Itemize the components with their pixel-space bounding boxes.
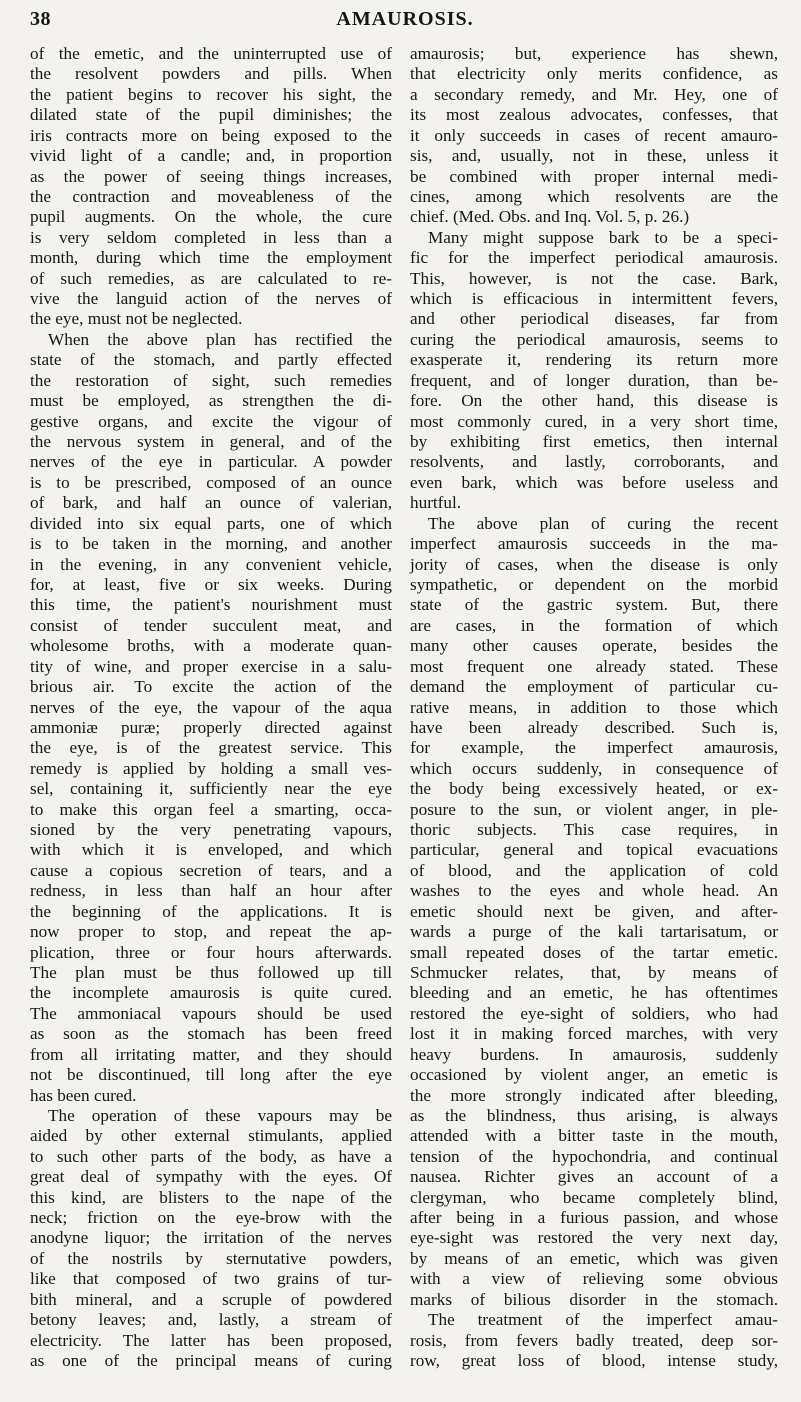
text-line: after being in a furious passion, and whose xyxy=(410,1208,778,1228)
text-line: of bark, and half an ounce of valerian, xyxy=(30,493,392,513)
text-line: fic for the imperfect periodical amaurosis. xyxy=(410,248,778,268)
text-line: nerves of the eye in particular. A powder xyxy=(30,452,392,472)
text-line: tity of wine, and proper exercise in a salu- xyxy=(30,656,392,676)
text-line: by means of an emetic, which was given xyxy=(410,1248,778,1268)
text-line: for example, the imperfect amaurosis, xyxy=(410,738,778,758)
text-line: the more strongly indicated after bleeding, xyxy=(410,1085,778,1105)
text-line: has been cured. xyxy=(30,1085,137,1105)
text-line: most frequent one already stated. These xyxy=(410,656,778,676)
text-line: remedy is applied by holding a small ves- xyxy=(30,758,392,778)
text-line: brious air. To excite the action of the xyxy=(30,677,392,697)
text-line: sympathetic, or dependent on the morbid xyxy=(410,574,778,594)
text-line: wards a purge of the kali tartarisatum, or xyxy=(410,922,778,942)
text-line: neck; friction on the eye-brow with the xyxy=(30,1208,392,1228)
text-line: sis, and, usually, not in these, unless it xyxy=(410,146,778,166)
text-line: vive the languid action of the nerves of xyxy=(30,289,392,309)
text-line: The treatment of the imperfect amau- xyxy=(428,1310,778,1330)
text-line: eye-sight was restored the very next day, xyxy=(410,1228,778,1248)
text-line: of blood, and the application of cold xyxy=(410,860,778,880)
text-line: of the emetic, and the uninterrupted use of xyxy=(30,44,392,63)
text-line: the contraction and moveableness of the xyxy=(30,186,392,206)
text-line: as soon as the stomach has been freed xyxy=(30,1024,392,1044)
right-text-column xyxy=(410,44,778,1371)
text-line: are cases, in the formation of which xyxy=(410,615,778,635)
text-line: posure to the sun, or violent anger, in ple- xyxy=(410,799,778,819)
text-line: The plan must be thus followed up till xyxy=(30,962,392,982)
text-line: betony leaves; and, lastly, a stream of xyxy=(30,1310,392,1330)
text-line: aided by other external stimulants, applied xyxy=(30,1126,392,1146)
text-line: must be employed, as strengthen the di- xyxy=(30,391,392,411)
text-line: now proper to stop, and repeat the ap- xyxy=(30,922,392,942)
text-line: Many might suppose bark to be a speci- xyxy=(428,227,778,247)
text-line: The ammoniacal vapours should be used xyxy=(30,1003,392,1023)
text-line: with a view of relieving some obvious xyxy=(410,1269,778,1289)
text-line: and other periodical diseases, far from xyxy=(410,309,778,329)
text-line: jority of cases, when the disease is only xyxy=(410,554,778,574)
running-title: AMAUROSIS. xyxy=(336,8,474,30)
text-line: frequent, and of longer duration, than be- xyxy=(410,370,778,390)
text-line: that electricity only merits confidence, as xyxy=(410,64,778,84)
text-line: amaurosis; but, experience has shewn, xyxy=(410,44,778,63)
text-line: the resolvent powders and pills. When xyxy=(30,64,392,84)
text-line: The operation of these vapours may be xyxy=(48,1105,392,1125)
page-number: 38 xyxy=(30,8,51,30)
text-line: bith mineral, and a scruple of powdered xyxy=(30,1289,392,1309)
text-line: tension of the hypochondria, and continual xyxy=(410,1146,778,1166)
text-line: emetic should next be given, and after- xyxy=(410,901,778,921)
text-line: cines, among which resolvents are the xyxy=(410,186,778,206)
text-line: to such other parts of the body, as have a xyxy=(30,1146,392,1166)
text-line: This, however, is not the case. Bark, xyxy=(410,268,778,288)
text-line: nausea. Richter gives an account of a xyxy=(410,1167,778,1187)
text-line: small repeated doses of the tartar emetic. xyxy=(410,942,778,962)
text-line: the nervous system in general, and of the xyxy=(30,432,392,452)
text-line: clergyman, who became completely blind, xyxy=(410,1187,778,1207)
text-line: resolvents, and lastly, corroborants, and xyxy=(410,452,778,472)
text-line: as one of the principal means of curing xyxy=(30,1351,392,1370)
text-line: chief. (Med. Obs. and Inq. Vol. 5, p. 26.) xyxy=(410,207,690,227)
text-line: redness, in less than half an hour after xyxy=(30,881,392,901)
text-line: sioned by the very penetrating vapours, xyxy=(30,820,392,840)
text-line: occasioned by violent anger, an emetic is xyxy=(410,1065,778,1085)
text-line: which occurs suddenly, in consequence of xyxy=(410,758,778,778)
text-line: divided into six equal parts, one of which xyxy=(30,513,392,533)
text-line: gestive organs, and excite the vigour of xyxy=(30,411,392,431)
text-line: like that composed of two grains of tur- xyxy=(30,1269,392,1289)
text-line: state of the stomach, and partly effected xyxy=(30,350,392,370)
text-line: even bark, which was before useless and xyxy=(410,472,778,492)
text-line: its most zealous advocates, confesses, that xyxy=(410,105,778,125)
text-line: heavy burdens. In amaurosis, suddenly xyxy=(410,1044,778,1064)
text-line: great deal of sympathy with the eyes. Of xyxy=(30,1167,392,1187)
text-line: it only succeeds in cases of recent amauro- xyxy=(410,125,778,145)
text-line: particular, general and topical evacuations xyxy=(410,840,778,860)
text-line: marks of bilious disorder in the stomach. xyxy=(410,1289,778,1309)
text-line: row, great loss of blood, intense study, xyxy=(410,1351,778,1370)
text-line: most commonly cured, in a very short time, xyxy=(410,411,778,431)
text-line: exasperate it, rendering its return more xyxy=(410,350,778,370)
text-line: this time, the patient's nourishment must xyxy=(30,595,392,615)
text-line: the body being excessively heated, or ex- xyxy=(410,779,778,799)
text-line: demand the employment of particular cu- xyxy=(410,677,778,697)
text-line: sel, containing it, sufficiently near the eye xyxy=(30,779,392,799)
text-line: electricity. The latter has been proposed, xyxy=(30,1330,392,1350)
text-line: consist of tender succulent meat, and xyxy=(30,615,392,635)
text-line: lost it in making forced marches, with very xyxy=(410,1024,778,1044)
text-line: of the nostrils by sternutative powders, xyxy=(30,1248,392,1268)
text-line: by exhibiting first emetics, then internal xyxy=(410,432,778,452)
text-line: the patient begins to recover his sight, the xyxy=(30,84,392,104)
text-line: with which it is enveloped, and which xyxy=(30,840,392,860)
text-line: state of the gastric system. But, there xyxy=(410,595,778,615)
text-line: nerves of the eye, the vapour of the aqua xyxy=(30,697,392,717)
text-line: is very seldom completed in less than a xyxy=(30,227,392,247)
text-line: is to be prescribed, composed of an ounce xyxy=(30,472,392,492)
text-line: cause a copious secretion of tears, and a xyxy=(30,860,392,880)
text-line: month, during which time the employment xyxy=(30,248,392,268)
text-line: the incomplete amaurosis is quite cured. xyxy=(30,983,392,1003)
text-line: the restoration of sight, such remedies xyxy=(30,370,392,390)
text-line: fore. On the other hand, this disease is xyxy=(410,391,778,411)
text-line: restored the eye-sight of soldiers, who had xyxy=(410,1003,778,1023)
text-line: a secondary remedy, and Mr. Hey, one of xyxy=(410,84,778,104)
text-line: The above plan of curing the recent xyxy=(428,513,778,533)
text-line: anodyne liquor; the irritation of the nerves xyxy=(30,1228,392,1248)
text-line: not be discontinued, till long after the eye xyxy=(30,1065,392,1085)
text-line: plication, three or four hours afterwards. xyxy=(30,942,392,962)
text-line: the eye, is of the greatest service. This xyxy=(30,738,392,758)
text-line: washes to the eyes and whole head. An xyxy=(410,881,778,901)
text-line: Schmucker relates, that, by means of xyxy=(410,962,778,982)
text-line: vivid light of a candle; and, in proportion xyxy=(30,146,392,166)
page-header xyxy=(30,8,780,38)
text-line: pupil augments. On the whole, the cure xyxy=(30,207,392,227)
text-line: thoric subjects. This case requires, in xyxy=(410,820,778,840)
text-line: bleeding and an emetic, he has oftentimes xyxy=(410,983,778,1003)
text-line: have been already described. Such is, xyxy=(410,717,778,737)
text-line: iris contracts more on being exposed to the xyxy=(30,125,392,145)
text-line: from all irritating matter, and they should xyxy=(30,1044,392,1064)
text-line: the eye, must not be neglected. xyxy=(30,309,243,329)
text-line: for, at least, five or six weeks. During xyxy=(30,574,392,594)
text-line: of such remedies, as are calculated to re- xyxy=(30,268,392,288)
text-line: as the power of seeing things increases, xyxy=(30,166,392,186)
text-line: many other causes operate, besides the xyxy=(410,636,778,656)
text-line: wholesome broths, with a moderate quan- xyxy=(30,636,392,656)
text-line: as the blindness, thus arising, is always xyxy=(410,1105,778,1125)
text-line: to make this organ feel a smarting, occa- xyxy=(30,799,392,819)
text-line: hurtful. xyxy=(410,493,462,513)
text-line: curing the periodical amaurosis, seems to xyxy=(410,329,778,349)
text-line: which is efficacious in intermittent fevers, xyxy=(410,289,778,309)
text-line: this kind, are blisters to the nape of the xyxy=(30,1187,392,1207)
text-line: ammoniæ puræ; properly directed against xyxy=(30,717,392,737)
text-line: rosis, from fevers badly treated, deep sor- xyxy=(410,1330,778,1350)
left-text-column xyxy=(30,44,392,1371)
text-line: attended with a bitter taste in the mouth, xyxy=(410,1126,778,1146)
text-line: is to be taken in the morning, and another xyxy=(30,534,392,554)
text-line: the beginning of the applications. It is xyxy=(30,901,392,921)
text-line: When the above plan has rectified the xyxy=(48,329,392,349)
text-line: imperfect amaurosis succeeds in the ma- xyxy=(410,534,778,554)
text-line: in the evening, in any convenient vehicle, xyxy=(30,554,392,574)
text-line: be combined with proper internal medi- xyxy=(410,166,778,186)
text-line: dilated state of the pupil diminishes; the xyxy=(30,105,392,125)
text-line: rative means, in addition to those which xyxy=(410,697,778,717)
